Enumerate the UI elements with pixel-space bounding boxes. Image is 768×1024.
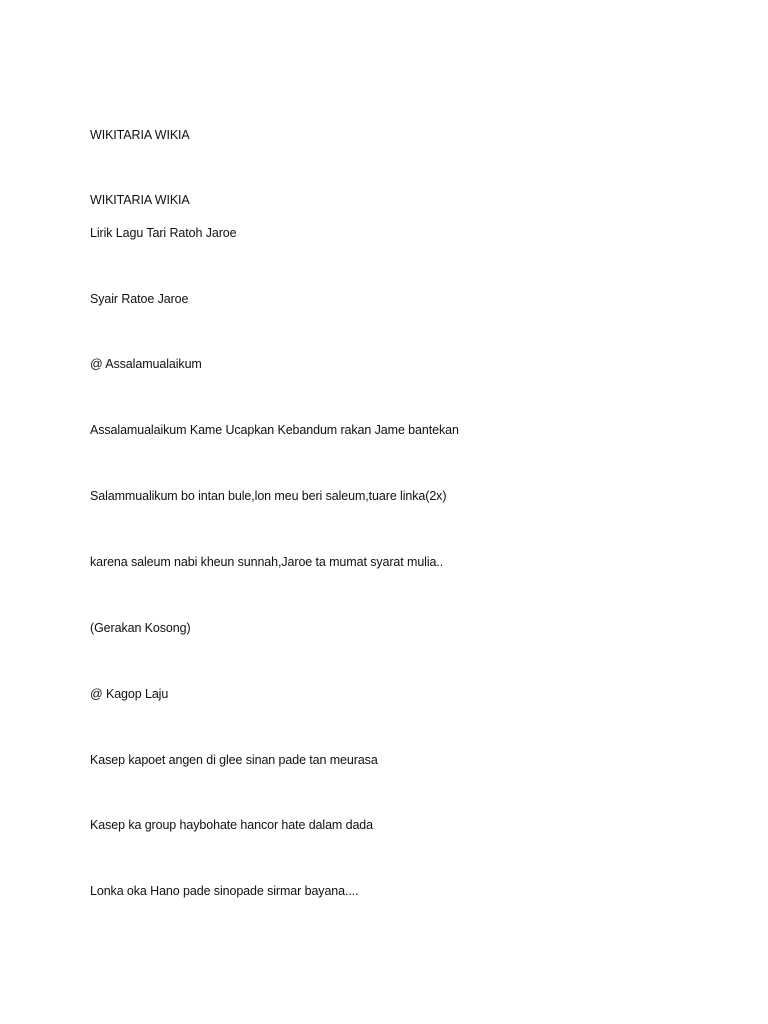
lyric-line: Kasep kapoet angen di glee sinan pade tan meurasa: [90, 753, 378, 767]
lyric-line: @ Assalamualaikum: [90, 357, 202, 371]
lyric-line: Lonka oka Hano pade sinopade sirmar bayana....: [90, 884, 359, 898]
header-title: WIKITARIA WIKIA: [90, 128, 190, 142]
lyric-line: @ Kagop Laju: [90, 687, 169, 701]
lyric-line: (Gerakan Kosong): [90, 621, 191, 635]
lyric-line: Salammualikum bo intan bule,lon meu beri saleum,tuare linka(2x): [90, 489, 447, 503]
document-subtitle: Lirik Lagu Tari Ratoh Jaroe: [90, 226, 237, 240]
lyric-line: Syair Ratoe Jaroe: [90, 292, 189, 306]
lyric-line: Kasep ka group haybohate hancor hate dalam dada: [90, 818, 374, 832]
lyric-line: karena saleum nabi kheun sunnah,Jaroe ta mumat syarat mulia..: [90, 555, 444, 569]
lyric-line: Assalamualaikum Kame Ucapkan Kebandum rakan Jame bantekan: [90, 423, 459, 437]
document-title: WIKITARIA WIKIA: [90, 193, 190, 207]
